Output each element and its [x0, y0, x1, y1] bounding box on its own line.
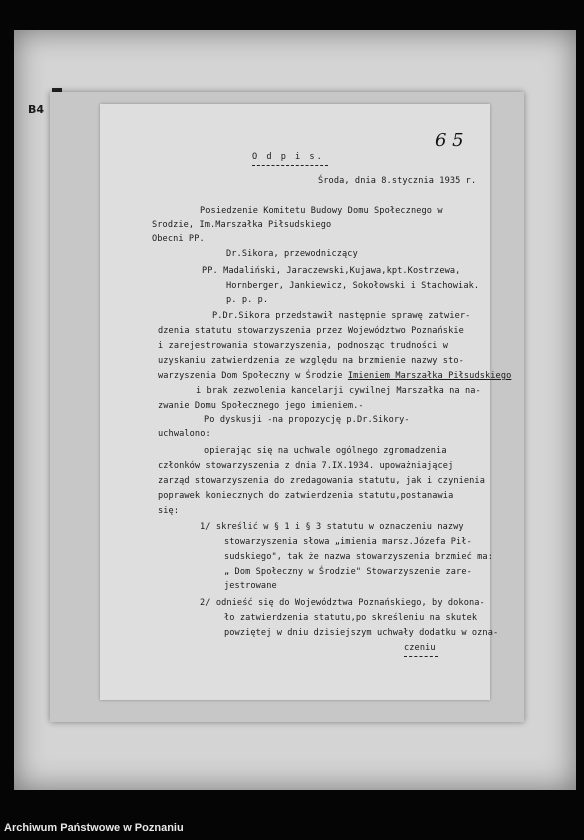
heading-underline — [252, 165, 328, 166]
members-line: PP. Madaliński, Jaraczewski,Kujawa,kpt.Kostrzewa, — [202, 266, 461, 276]
item-line: powziętej w dniu dzisiejszym uchwały dodatku w ozna- — [224, 628, 499, 638]
body-line: zwanie Domu Społecznego jego imieniem.- — [158, 401, 364, 411]
page-number: 6 5 — [435, 130, 464, 151]
members-line: Hornberger, Jankiewicz, Sokołowski i Stachowiak. — [226, 281, 480, 291]
meeting-line: Posiedzenie Komitetu Budowy Domu Społecznego w — [200, 206, 443, 216]
resolution-line: opierając się na uchwale ogólnego zgromadzenia — [204, 446, 447, 456]
resolution-line: poprawek koniecznych do zatwierdzenia statutu,postanawia — [158, 491, 454, 501]
resolution-line: członków stowarzyszenia z dnia 7.IX.1934. upoważniającej — [158, 461, 454, 471]
body-line — [158, 371, 511, 382]
body-line-text: warzyszenia Dom Społeczny w Środzie — [158, 371, 343, 381]
document-page — [100, 104, 512, 700]
underlined-name: Imieniem Marszałka Piłsudskiego — [347, 371, 512, 381]
item-line: sudskiego", tak że nazwa stowarzyszenia brzmieć ma: — [224, 552, 493, 562]
item-line: jestrowane — [224, 581, 277, 591]
place-date: Środa, dnia 8.stycznia 1935 r. — [318, 176, 477, 186]
film-marker: B4 — [28, 103, 45, 116]
document-heading: O d p i s. — [252, 152, 324, 162]
ppp: p. p. p. — [226, 295, 269, 305]
chairman: Dr.Sikora, przewodniczący — [226, 249, 358, 259]
body-line: i zarejestrowania stowarzyszenia, podnosząc trudności w — [158, 341, 449, 351]
body-line: uzyskaniu zatwierdzenia ze względu na brzmienie nazwy sto- — [158, 356, 464, 366]
body-line: uchwalono: — [158, 429, 211, 439]
body-line: Po dyskusji -na propozycję p.Dr.Sikory- — [204, 415, 410, 425]
item-line: ło zatwierdzenia statutu,po skreśleniu na skutek — [224, 613, 478, 623]
resolution-line: zarząd stowarzyszenia do zredagowania statutu, jak i czynienia — [158, 476, 485, 486]
body-line: i brak zezwolenia kancelarji cywilnej Marszałka na na- — [196, 386, 481, 396]
closing-dash-line — [404, 656, 438, 657]
item-line: czeniu — [404, 643, 436, 653]
resolution-line: się: — [158, 506, 180, 516]
item-line: 2/ odnieść się do Województwa Poznańskiego, by dokona- — [200, 598, 485, 608]
body-line: P.Dr.Sikora przedstawił następnie sprawę zatwier- — [212, 311, 471, 321]
item-line: stowarzyszenia słowa „imienia marsz.Józefa Pił- — [224, 537, 472, 547]
body-line: dzenia statutu stowarzyszenia przez Województwo Poznańskie — [158, 326, 464, 336]
item-line: 1/ skreślić w § 1 i § 3 statutu w oznaczeniu nazwy — [200, 522, 464, 532]
present-label: Obecni PP. — [152, 234, 205, 244]
item-line: „ Dom Społeczny w Środzie" Stowarzyszenie zare- — [224, 567, 472, 577]
archive-footer: Archiwum Państwowe w Poznaniu — [4, 822, 184, 834]
meeting-line: Srodzie, Im.Marszałka Piłsudskiego — [152, 220, 332, 230]
